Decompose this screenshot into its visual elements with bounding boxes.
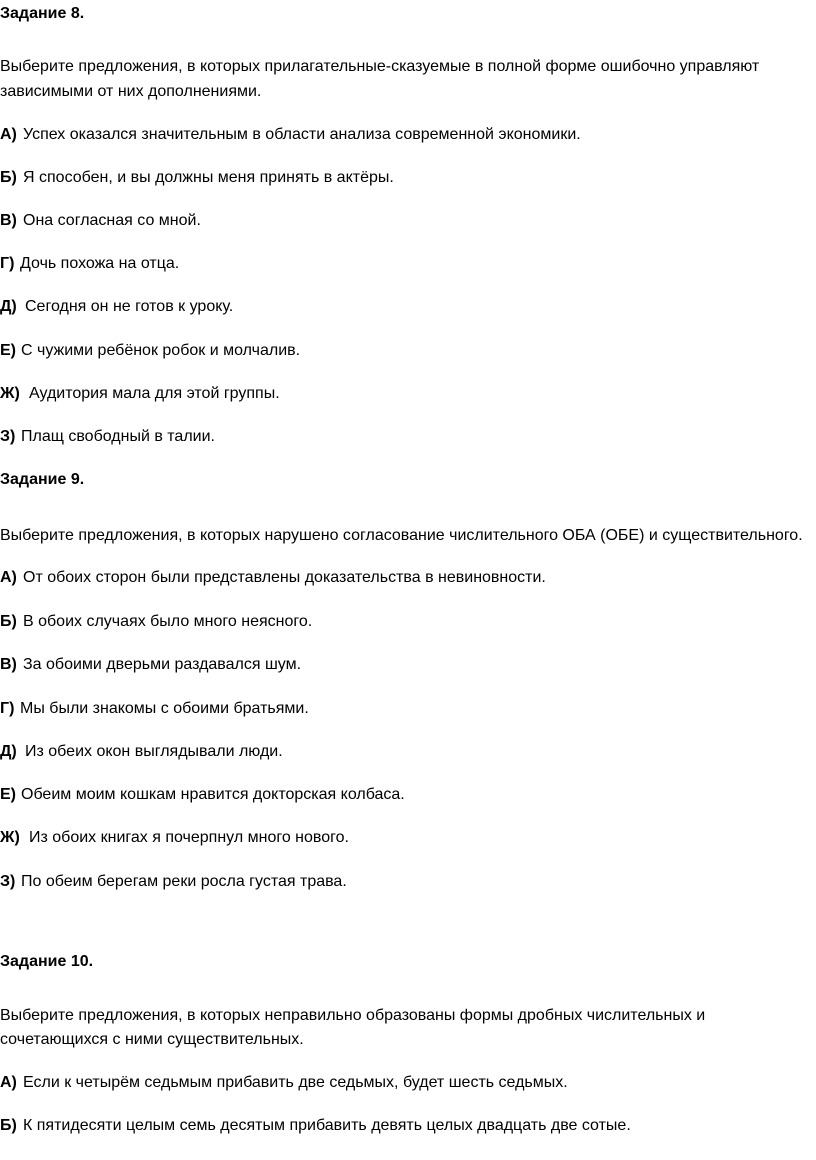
item-letter: Б) bbox=[0, 169, 17, 186]
task-8-item-zh bbox=[0, 384, 280, 404]
item-letter: Д) bbox=[0, 743, 17, 760]
item-text: Из обоих книгах я почерпнул много нового. bbox=[29, 829, 349, 846]
item-text: Я способен, и вы должны меня принять в актёры. bbox=[23, 169, 394, 186]
item-letter: Ж) bbox=[0, 829, 20, 846]
task-9-item-v bbox=[0, 655, 301, 675]
item-text: Она согласная со мной. bbox=[23, 212, 201, 229]
task-9-item-b bbox=[0, 612, 312, 632]
task-8-item-e bbox=[0, 341, 300, 361]
item-text: От обоих сторон были представлены доказательства в невиновности. bbox=[23, 569, 546, 586]
item-text: Аудитория мала для этой группы. bbox=[29, 385, 280, 402]
item-letter: Г) bbox=[0, 255, 15, 272]
item-letter: Е) bbox=[0, 786, 16, 803]
task-9-item-g bbox=[0, 699, 309, 719]
item-letter: Г) bbox=[0, 700, 15, 717]
task-10-item-a bbox=[0, 1073, 568, 1093]
item-text: Сегодня он не готов к уроку. bbox=[25, 298, 234, 315]
item-text: Обеим моим кошкам нравится докторская колбаса. bbox=[21, 786, 405, 803]
task-10-title: Задание 10. bbox=[0, 953, 94, 970]
item-text: В обоих случаях было много неясного. bbox=[23, 613, 313, 630]
item-letter: В) bbox=[0, 656, 17, 673]
task-8-item-d bbox=[0, 297, 233, 317]
item-text: По обеим берегам реки росла густая трава. bbox=[21, 873, 347, 890]
item-letter: Б) bbox=[0, 613, 17, 630]
item-text: С чужими ребёнок робок и молчалив. bbox=[21, 342, 301, 359]
item-letter: А) bbox=[0, 126, 17, 143]
task-8-item-z bbox=[0, 427, 215, 447]
task-8-title: Задание 8. bbox=[0, 5, 85, 22]
task-10-item-b bbox=[0, 1116, 631, 1136]
task-9-item-d bbox=[0, 742, 283, 762]
item-text: Плащ свободный в талии. bbox=[21, 428, 215, 445]
task-9-item-a bbox=[0, 568, 546, 588]
item-text: К пятидесяти целым семь десятым прибавить девять целых двадцать две сотые. bbox=[23, 1117, 631, 1134]
item-text: Успех оказался значительным в области анализа современной экономики. bbox=[23, 126, 581, 143]
task-8-instruction-line-2: зависимыми от них дополнениями. bbox=[0, 83, 262, 100]
item-text: За обоими дверьми раздавался шум. bbox=[23, 656, 302, 673]
item-letter: Ж) bbox=[0, 385, 20, 402]
item-letter: А) bbox=[0, 1074, 17, 1091]
task-9-instruction-line-1: Выберите предложения, в которых нарушено согласование числительного ОБА (ОБЕ) и существительного. bbox=[0, 527, 803, 544]
item-letter: З) bbox=[0, 873, 16, 890]
task-8-item-a bbox=[0, 125, 581, 145]
task-8-item-b bbox=[0, 168, 394, 188]
item-text: Мы были знакомы с обоими братьями. bbox=[20, 700, 309, 717]
item-text: Из обеих окон выглядывали люди. bbox=[25, 743, 283, 760]
task-9-title: Задание 9. bbox=[0, 471, 85, 488]
task-8-instruction-line-1: Выберите предложения, в которых прилагательные-сказуемые в полной форме ошибочно управляют bbox=[0, 58, 760, 75]
task-9-item-zh bbox=[0, 828, 349, 848]
task-9-item-z bbox=[0, 872, 347, 892]
item-letter: З) bbox=[0, 428, 16, 445]
item-letter: Е) bbox=[0, 342, 16, 359]
task-8-item-g bbox=[0, 254, 179, 274]
item-letter: Б) bbox=[0, 1117, 17, 1134]
task-9-item-e bbox=[0, 785, 405, 805]
task-10-instruction-line-2: сочетающихся с ними существительных. bbox=[0, 1031, 304, 1048]
task-10-instruction-line-1: Выберите предложения, в которых неправильно образованы формы дробных числительных и bbox=[0, 1007, 706, 1024]
item-letter: В) bbox=[0, 212, 17, 229]
item-text: Если к четырём седьмым прибавить две седьмых, будет шесть седьмых. bbox=[23, 1074, 568, 1091]
task-8-item-v bbox=[0, 211, 201, 231]
item-letter: А) bbox=[0, 569, 17, 586]
item-letter: Д) bbox=[0, 298, 17, 315]
item-text: Дочь похожа на отца. bbox=[20, 255, 180, 272]
